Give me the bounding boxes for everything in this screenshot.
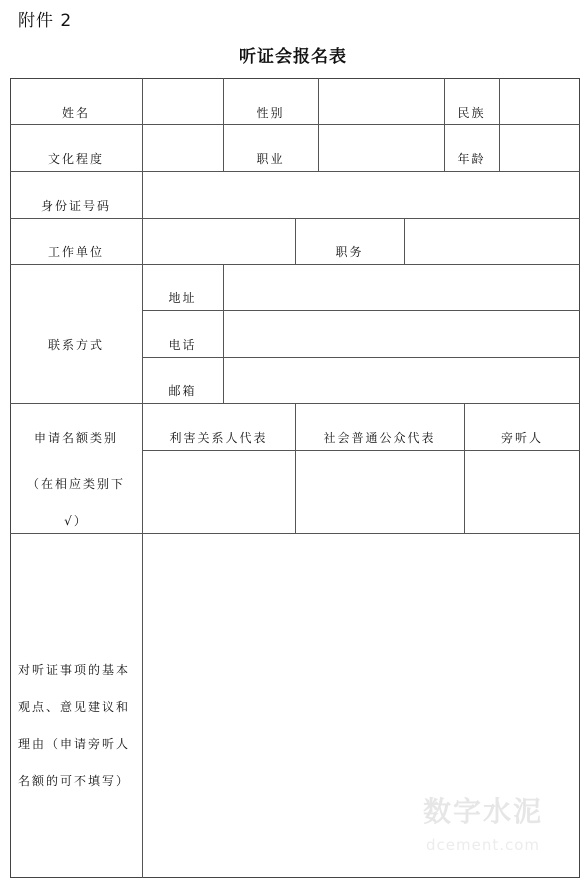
watermark-logo: 数字水泥: [422, 795, 543, 828]
row-divider: [10, 124, 580, 125]
category-stakeholder-checkbox[interactable]: [143, 451, 295, 533]
ethnicity-label: 民族: [457, 106, 486, 120]
position-field[interactable]: [405, 219, 579, 264]
ethnicity-field[interactable]: [500, 79, 579, 124]
watermark-url: dcement.com: [425, 836, 541, 854]
email-field[interactable]: [224, 358, 579, 403]
employer-label: 工作单位: [47, 245, 104, 259]
id-number-label: 身份证号码: [40, 199, 111, 213]
education-label: 文化程度: [47, 152, 104, 166]
position-label: 职务: [335, 245, 364, 259]
name-label: 姓名: [61, 106, 90, 120]
category-public-checkbox[interactable]: [296, 451, 464, 533]
opinion-label-line: 名额的可不填写）: [18, 774, 131, 788]
category-observer-header: 旁听人: [500, 431, 543, 445]
category-observer-checkbox[interactable]: [465, 451, 579, 533]
education-field[interactable]: [143, 125, 223, 171]
phone-label: 电话: [168, 338, 197, 352]
gender-label: 性别: [256, 106, 285, 120]
occupation-label: 职业: [256, 152, 285, 166]
category-public-header: 社会普通公众代表: [323, 431, 436, 445]
opinion-label-line: 理由（申请旁听人: [18, 737, 131, 751]
opinion-label: [18, 652, 138, 800]
category-note: （在相应类别下: [26, 477, 125, 491]
category-stakeholder-header: 利害关系人代表: [169, 431, 268, 445]
age-field[interactable]: [500, 125, 579, 171]
attachment-label: 附件 2: [18, 11, 73, 31]
email-label: 邮箱: [168, 384, 197, 398]
phone-field[interactable]: [224, 311, 579, 357]
name-field[interactable]: [143, 79, 223, 124]
category-label: 申请名额类别: [33, 431, 118, 445]
occupation-field[interactable]: [319, 125, 444, 171]
id-number-field[interactable]: [143, 172, 579, 218]
gender-field[interactable]: [319, 79, 444, 124]
page-title: 听证会报名表: [239, 47, 347, 67]
contact-label: 联系方式: [47, 338, 104, 352]
opinion-label-line: 观点、意见建议和: [18, 700, 131, 714]
opinion-label-line: 对听证事项的基本: [18, 663, 131, 677]
employer-field[interactable]: [143, 219, 295, 264]
address-label: 地址: [168, 291, 197, 305]
category-checkmark-note: √）: [64, 514, 88, 528]
address-field[interactable]: [224, 265, 579, 310]
age-label: 年龄: [457, 152, 486, 166]
